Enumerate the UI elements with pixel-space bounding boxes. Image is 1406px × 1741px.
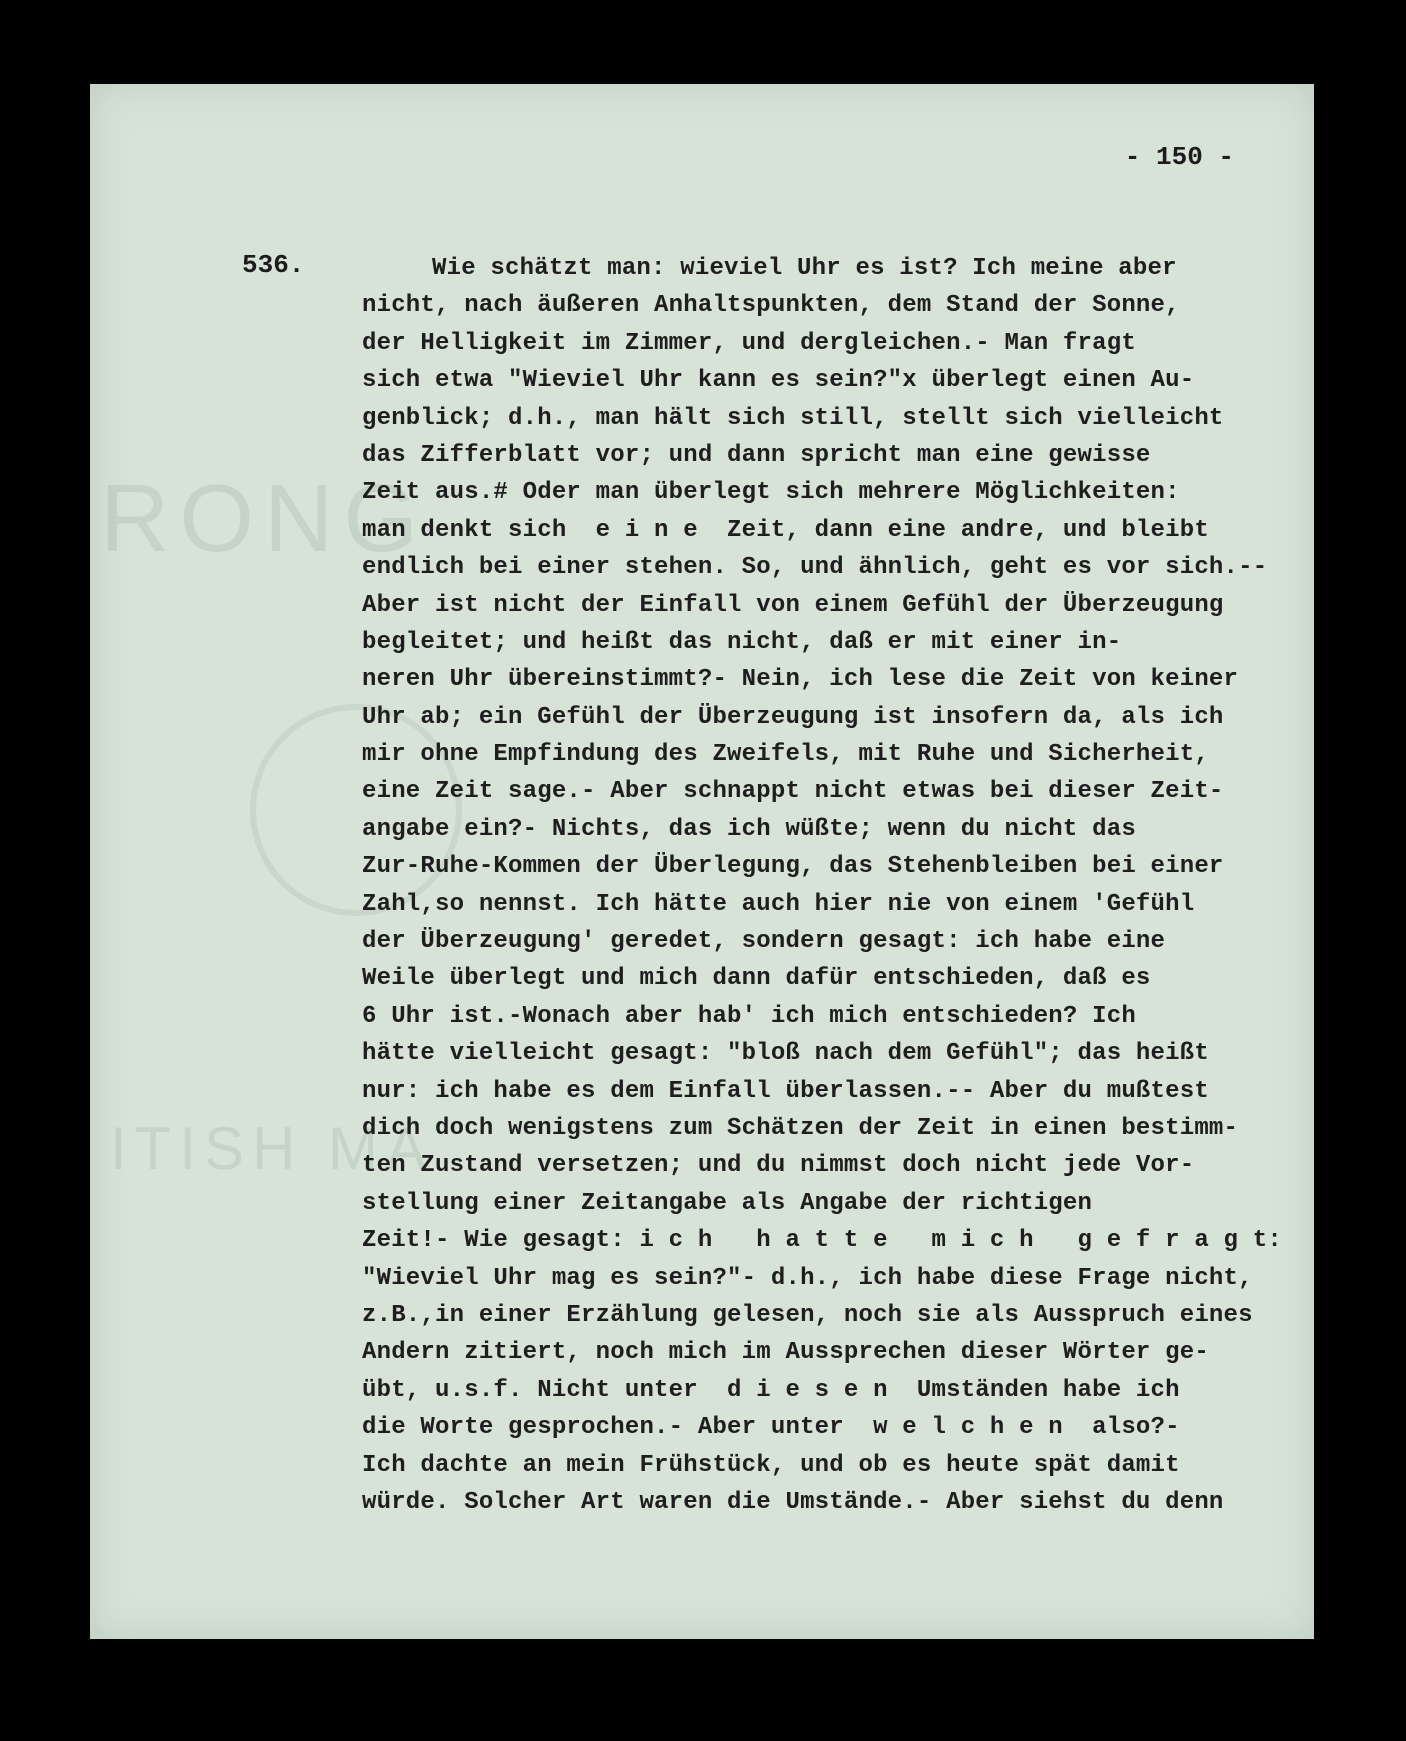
text-line: übt, u.s.f. Nicht unter d i e s e n Umständen habe ich [362,1376,1180,1404]
text-line: neren Uhr übereinstimmt?- Nein, ich lese die Zeit von keiner [362,666,1239,694]
text-line: Uhr ab; ein Gefühl der Überzeugung ist insofern da, als ich [362,703,1224,731]
text-line: eine Zeit sage.- Aber schnappt nicht etwas bei dieser Zeit- [362,778,1224,806]
text-line: begleitet; und heißt das nicht, daß er mit einer in- [362,628,1122,656]
text-line: Zeit!- Wie gesagt: i c h h a t t e m i c h g e f r a g t: [362,1227,1282,1255]
text-line: Zahl,so nennst. Ich hätte auch hier nie von einem 'Gefühl [362,890,1195,918]
text-line: der Überzeugung' geredet, sondern gesagt: ich habe eine [362,928,1166,956]
text-line: Zur-Ruhe-Kommen der Überlegung, das Stehenbleiben bei einer [362,853,1224,881]
text-line: der Helligkeit im Zimmer, und dergleichen.- Man fragt [362,329,1136,357]
text-line: würde. Solcher Art waren die Umstände.- Aber siehst du denn [362,1488,1224,1516]
text-line: Wie schätzt man: wieviel Uhr es ist? Ich meine aber [432,255,1177,282]
text-line: Weile überlegt und mich dann dafür entschieden, daß es [362,965,1151,993]
watermark-bottom: ITISH MA [110,1115,435,1182]
text-line: genblick; d.h., man hält sich still, stellt sich vielleicht [362,404,1224,432]
text-line: Andern zitiert, noch mich im Aussprechen dieser Wörter ge- [362,1339,1209,1367]
text-line: endlich bei einer stehen. So, und ähnlich, geht es vor sich.-- [362,554,1268,582]
text-line: dich doch wenigstens zum Schätzen der Zeit in einen bestimm- [362,1114,1239,1142]
text-line: nur: ich habe es dem Einfall überlassen.-- Aber du mußtest [362,1077,1209,1105]
text-line: das Zifferblatt vor; und dann spricht man eine gewisse [362,441,1151,469]
text-line: Ich dachte an mein Frühstück, und ob es heute spät damit [362,1451,1180,1479]
text-line: man denkt sich e i n e Zeit, dann eine andre, und bleibt [362,516,1209,544]
text-line: angabe ein?- Nichts, das ich wüßte; wenn du nicht das [362,815,1136,843]
text-line: 6 Uhr ist.-Wonach aber hab' ich mich entschieden? Ich [362,1002,1136,1030]
watermark-top: RONG [100,465,428,572]
text-line: mir ohne Empfindung des Zweifels, mit Ruhe und Sicherheit, [362,741,1209,769]
typescript-page [90,84,1314,1639]
text-line: z.B.,in einer Erzählung gelesen, noch sie als Ausspruch eines [362,1301,1253,1329]
text-line: Aber ist nicht der Einfall von einem Gefühl der Überzeugung [362,591,1224,619]
text-line: hätte vielleicht gesagt: "bloß nach dem Gefühl"; das heißt [362,1040,1209,1068]
text-line: nicht, nach äußeren Anhaltspunkten, dem Stand der Sonne, [362,292,1180,320]
page-number: - 150 - [1124,142,1234,172]
text-line: sich etwa "Wieviel Uhr kann es sein?"x überlegt einen Au- [362,367,1195,395]
paragraph-text [362,250,1302,1521]
text-line: Zeit aus.# Oder man überlegt sich mehrere Möglichkeiten: [362,479,1180,507]
text-line: stellung einer Zeitangabe als Angabe der richtigen [362,1189,1093,1217]
text-line: ten Zustand versetzen; und du nimmst doch nicht jede Vor- [362,1152,1195,1180]
paragraph-number: 536. [242,250,305,280]
text-line: "Wieviel Uhr mag es sein?"- d.h., ich habe diese Frage nicht, [362,1264,1253,1292]
text-line: die Worte gesprochen.- Aber unter w e l c h e n also?- [362,1414,1180,1442]
